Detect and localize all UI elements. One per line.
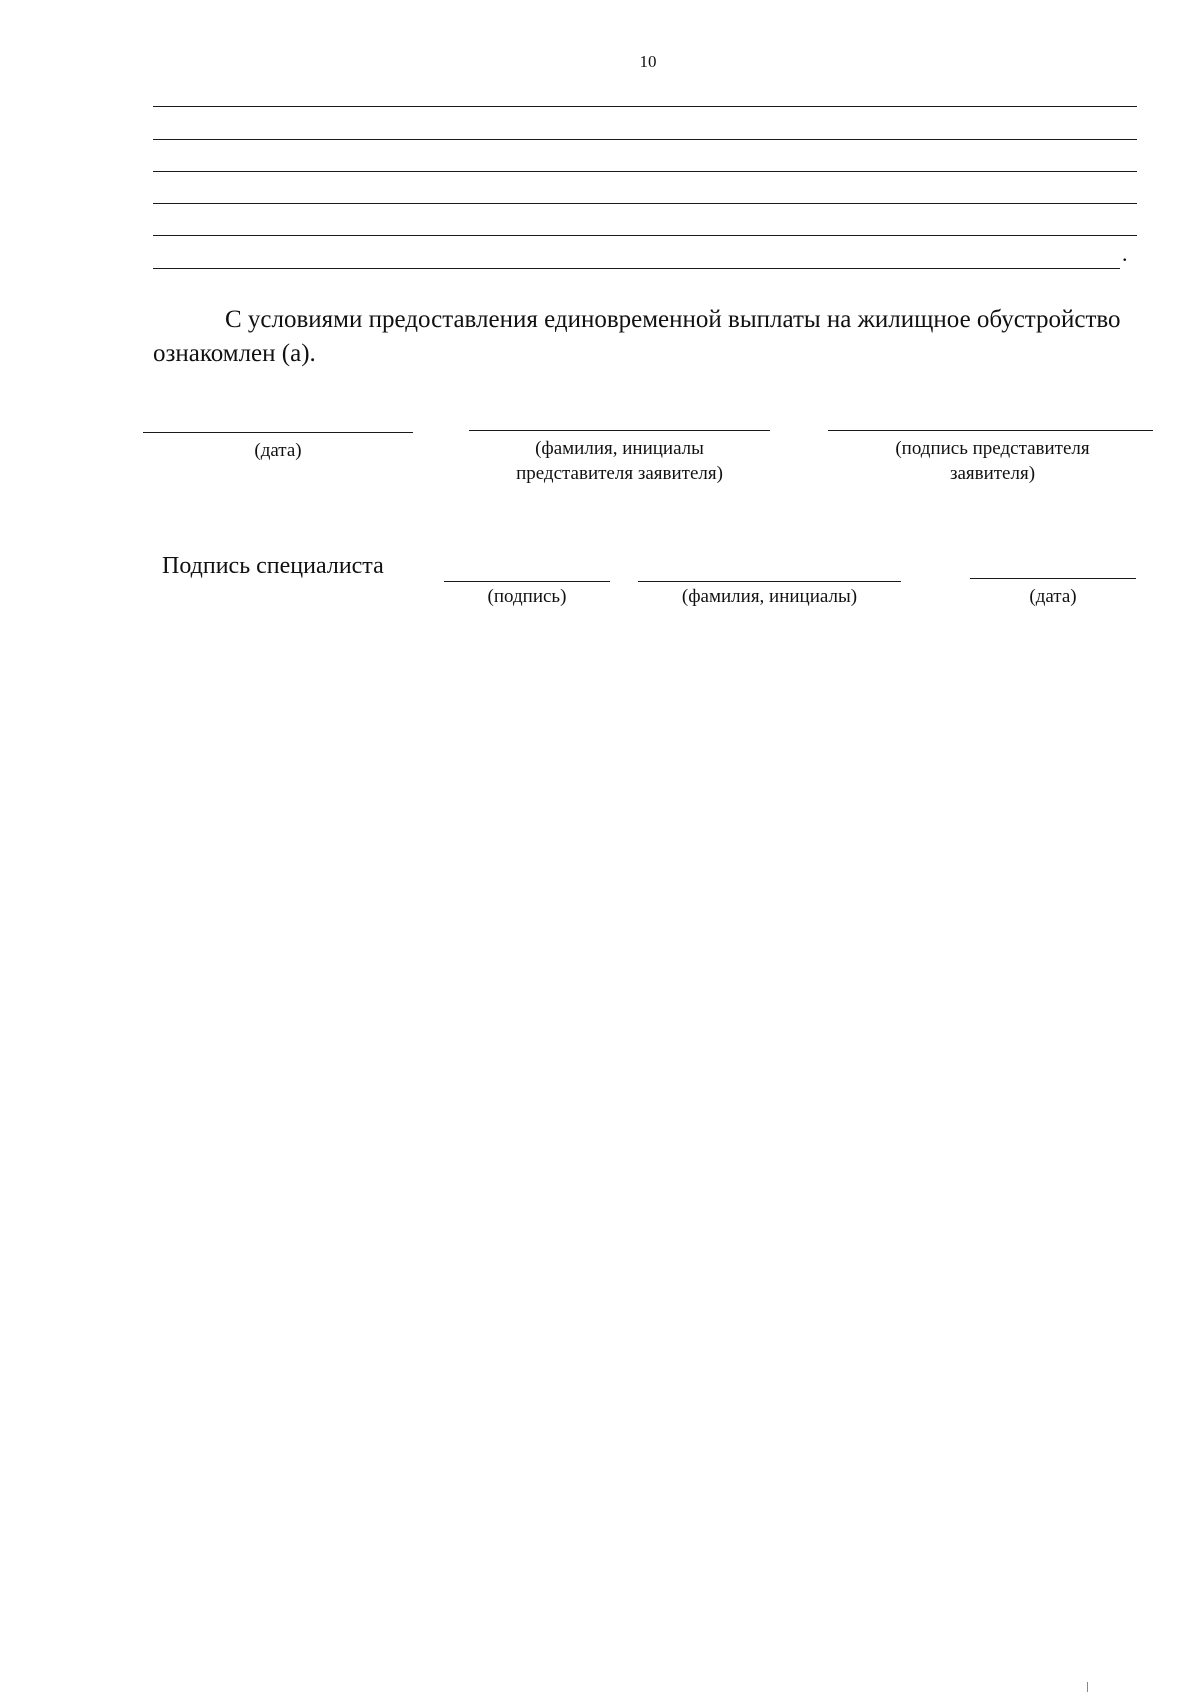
scan-speck [1087, 1682, 1088, 1692]
fill-line-2 [153, 139, 1137, 140]
specialist-name-line [638, 581, 901, 582]
applicant-date-caption [143, 438, 413, 463]
applicant-name-line [469, 430, 770, 431]
applicant-name-caption-line1: (фамилия, инициалы [535, 438, 704, 459]
acknowledgement-paragraph: С условиями предоставления единовременной выплаты на жилищное обустройство ознакомлен (а). [153, 306, 1121, 367]
applicant-signature-line [828, 430, 1153, 431]
fill-line-1 [153, 106, 1137, 107]
specialist-signature-caption-text: (подпись) [487, 586, 567, 607]
specialist-name-caption-text: (фамилия, инициалы) [681, 586, 858, 607]
specialist-date-caption [970, 584, 1136, 609]
fill-line-4 [153, 203, 1137, 204]
applicant-signature-caption [860, 436, 1125, 486]
fill-line-6 [153, 268, 1120, 269]
applicant-name-caption-line2: представителя заявителя) [516, 463, 723, 484]
specialist-date-line [970, 578, 1136, 579]
specialist-date-caption-text: (дата) [1029, 586, 1077, 607]
page-number: 10 [639, 52, 657, 71]
applicant-signature-caption-line2: заявителя) [949, 463, 1036, 484]
fill-line-3 [153, 171, 1137, 172]
fill-line-5 [153, 235, 1137, 236]
specialist-signature-label: Подпись специалиста [162, 553, 384, 579]
applicant-name-caption [469, 436, 770, 486]
specialist-signature-line [444, 581, 610, 582]
specialist-signature-caption [444, 584, 610, 609]
specialist-name-caption [638, 584, 901, 609]
applicant-date-caption-text: (дата) [254, 440, 302, 461]
applicant-date-line [143, 432, 413, 433]
end-period: . [1122, 241, 1128, 266]
applicant-signature-caption-line1: (подпись представителя [895, 438, 1090, 459]
